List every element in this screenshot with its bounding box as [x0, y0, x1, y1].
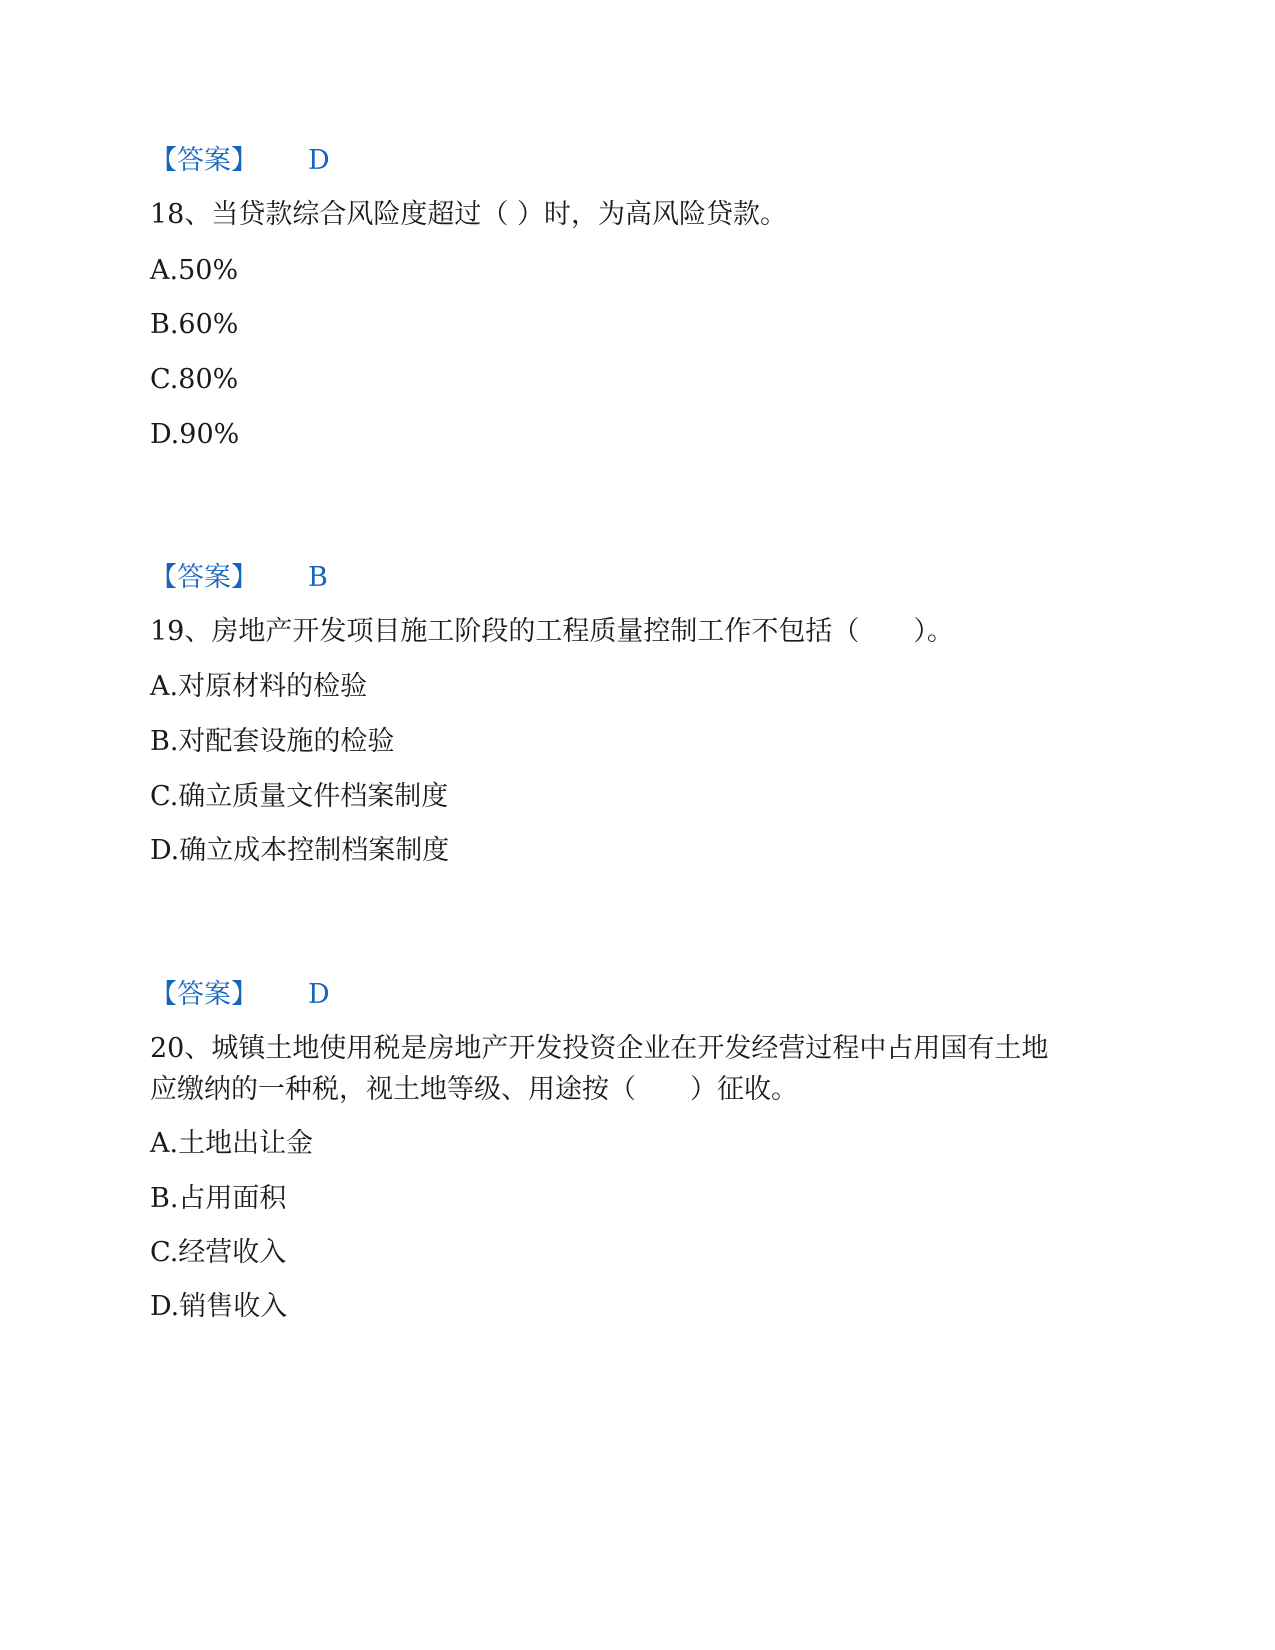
question-19-option-b: B.对配套设施的检验	[150, 726, 395, 757]
answer-value: B	[308, 562, 328, 593]
question-20-option-b: B.占用面积	[150, 1183, 287, 1214]
answer-label: 【答案】	[150, 979, 258, 1010]
question-20-option-a: A.土地出让金	[150, 1128, 314, 1159]
answer-18	[150, 560, 328, 596]
question-20-stem-line1: 20、城镇土地使用税是房地产开发投资企业在开发经营过程中占用国有土地	[150, 1033, 1049, 1064]
question-18-option-a: A.50%	[150, 255, 239, 286]
answer-label: 【答案】	[150, 145, 258, 176]
answer-value: D	[308, 979, 330, 1010]
question-18-option-c: C.80%	[150, 364, 239, 395]
question-19-option-c: C.确立质量文件档案制度	[150, 781, 449, 812]
question-19-stem: 19、房地产开发项目施工阶段的工程质量控制工作不包括（ ）。	[150, 616, 954, 647]
question-19-option-a: A.对原材料的检验	[150, 671, 368, 702]
question-18-stem: 18、当贷款综合风险度超过（ ）时，为高风险贷款。	[150, 199, 787, 230]
answer-19	[150, 977, 330, 1013]
question-19-option-d: D.确立成本控制档案制度	[150, 835, 450, 866]
answer-value: D	[308, 145, 330, 176]
question-18-option-d: D.90%	[150, 419, 240, 450]
question-20-stem-line2: 应缴纳的一种税，视土地等级、用途按（ ）征收。	[150, 1074, 798, 1105]
question-18-option-b: B.60%	[150, 309, 239, 340]
answer-17	[150, 143, 330, 179]
question-20-option-c: C.经营收入	[150, 1237, 287, 1268]
question-20-option-d: D.销售收入	[150, 1291, 288, 1322]
answer-label: 【答案】	[150, 562, 258, 593]
